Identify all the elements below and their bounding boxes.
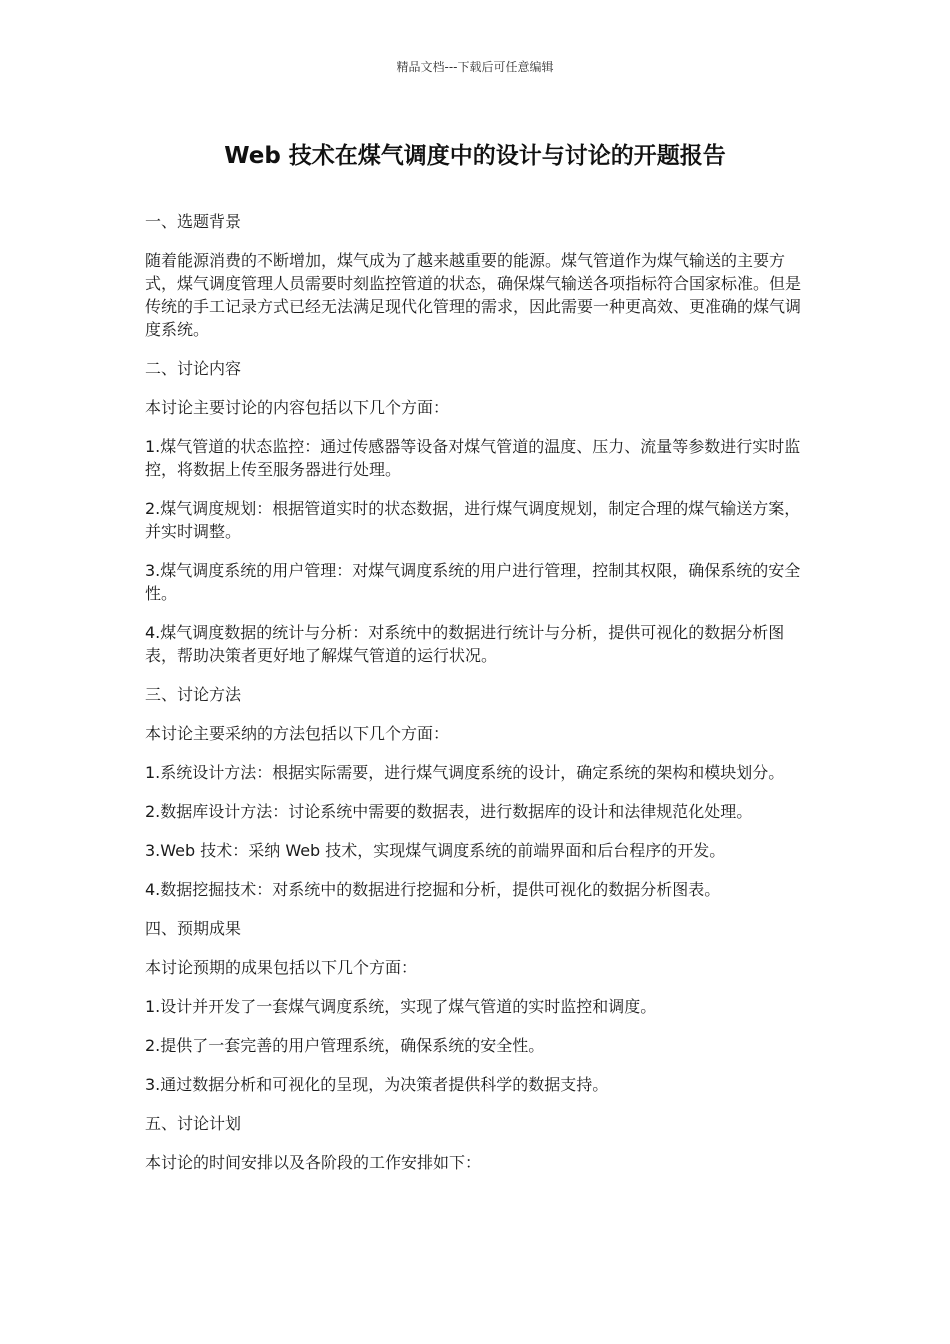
section-heading-plan: 五、讨论计划 (145, 1114, 242, 1133)
list-item-content-4: 4.煤气调度数据的统计与分析：对系统中的数据进行统计与分析，提供可视化的数据分析图表，帮助决策者更好地了解煤气管道的运行状况。 (145, 623, 785, 665)
list-item-method-4: 4.数据挖掘技术：对系统中的数据进行挖掘和分析，提供可视化的数据分析图表。 (145, 880, 721, 899)
paragraph-method-intro: 本讨论主要采纳的方法包括以下几个方面： (145, 724, 450, 743)
section-heading-content: 二、讨论内容 (145, 359, 242, 378)
paragraph-content-intro: 本讨论主要讨论的内容包括以下几个方面： (145, 398, 450, 417)
list-item-method-1: 1.系统设计方法：根据实际需要，进行煤气调度系统的设计，确定系统的架构和模块划分。 (145, 763, 785, 782)
document-title: Web 技术在煤气调度中的设计与讨论的开题报告 (224, 143, 726, 169)
paragraph-background: 随着能源消费的不断增加，煤气成为了越来越重要的能源。煤气管道作为煤气输送的主要方式，煤气调度管理人员需要时刻监控管道的状态，确保煤气输送各项指标符合国家标准。但是传统的手工记录方式已经无法满足现代化管理的需求，因此需要一种更高效、更准确的煤气调度系统。 (145, 251, 802, 339)
section-heading-outcomes: 四、预期成果 (145, 919, 242, 938)
paragraph-outcomes-intro: 本讨论预期的成果包括以下几个方面： (145, 958, 418, 977)
section-heading-method: 三、讨论方法 (145, 685, 242, 704)
list-item-method-2: 2.数据库设计方法：讨论系统中需要的数据表，进行数据库的设计和法律规范化处理。 (145, 802, 753, 821)
list-item-content-1: 1.煤气管道的状态监控：通过传感器等设备对煤气管道的温度、压力、流量等参数进行实时监控，将数据上传至服务器进行处理。 (145, 437, 801, 479)
list-item-content-2: 2.煤气调度规划：根据管道实时的状态数据，进行煤气调度规划，制定合理的煤气输送方案，并实时调整。 (145, 499, 801, 541)
list-item-outcome-3: 3.通过数据分析和可视化的呈现，为决策者提供科学的数据支持。 (145, 1075, 609, 1094)
list-item-content-3: 3.煤气调度系统的用户管理：对煤气调度系统的用户进行管理，控制其权限，确保系统的安全性。 (145, 561, 801, 603)
paragraph-plan-intro: 本讨论的时间安排以及各阶段的工作安排如下： (145, 1153, 482, 1172)
list-item-outcome-2: 2.提供了一套完善的用户管理系统，确保系统的安全性。 (145, 1036, 545, 1055)
header-note: 精品文档---下载后可任意编辑 (396, 60, 554, 74)
list-item-method-3: 3.Web 技术：采纳 Web 技术，实现煤气调度系统的前端界面和后台程序的开发。 (145, 841, 726, 860)
list-item-outcome-1: 1.设计并开发了一套煤气调度系统，实现了煤气管道的实时监控和调度。 (145, 997, 657, 1016)
document-body (145, 210, 813, 1190)
section-heading-background: 一、选题背景 (145, 212, 242, 231)
